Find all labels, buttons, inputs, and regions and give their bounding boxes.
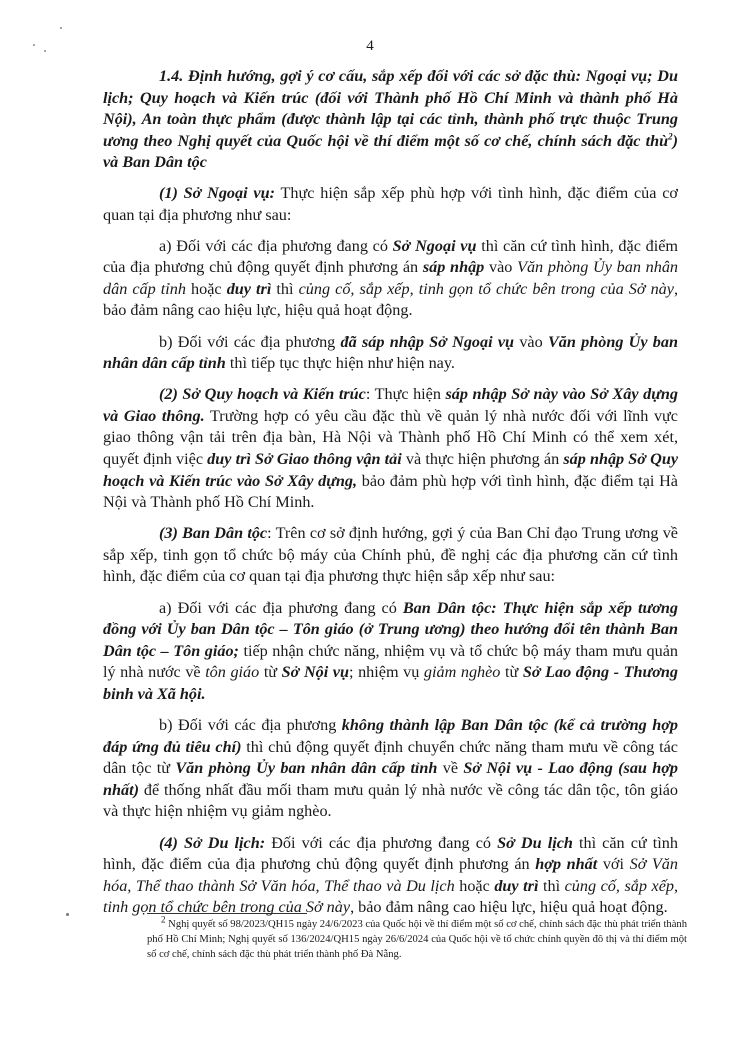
emphasis: Sở Du lịch [497,833,573,852]
text: thì chủ động quyết định chuyển chức năng tham mưu về công tác dân tộc từ [103,737,678,778]
text: về [437,759,464,778]
paragraph-ban-dan-toc-a [103,598,678,706]
text: thì [271,279,299,298]
text: để thống nhất đầu mối tham mưu quản lý nhà nước về công tác dân tộc, tôn giáo và thực hiện nhiệm vụ giảm nghèo. [103,780,678,821]
emphasis: sáp nhập Sở Quy hoạch và Kiến trúc vào Sở Xây dựng, [103,450,679,490]
footnote [147,914,687,962]
paragraph-du-lich [103,833,678,919]
text: ; nhiệm vụ [349,663,424,682]
emphasis: Sở Ngoại vụ [392,236,477,255]
text: vào [484,258,518,277]
item-label: (1) Sở Ngoại vụ: [159,183,275,202]
emphasis: đã sáp nhập Sở Ngoại vụ [340,332,515,351]
paragraph-quy-hoach [103,384,678,514]
text: thì căn cứ tình hình, đặc điểm của địa phương chủ động quyết định phương án [103,833,678,874]
text: a) Đối với các địa phương đang có [159,236,393,255]
paragraph-text: Thực hiện sắp xếp phù hợp với tình hình, đặc điểm của cơ quan tại địa phương như sau: [103,183,678,224]
emphasis: Văn phòng Ủy ban nhân dân cấp tỉnh [103,332,678,373]
text: với [597,855,630,874]
italic-text: củng cố, sắp xếp, tinh gọn tổ chức bên trong của Sở này [103,876,679,917]
footnote-ref: 2 [668,131,673,142]
paragraph-ban-dan-toc-b [103,715,678,823]
italic-text: Văn phòng Ủy ban nhân dân cấp tỉnh [103,258,679,298]
heading-text-end: ) và Ban Dân tộc [103,131,678,172]
italic-text: Sở Văn hóa, Thể thao thành Sở Văn hóa, Thể thao và Du lịch [103,855,678,895]
item-label: (2) Sở Quy hoạch và Kiến trúc [159,385,366,404]
paragraph-text: : Trên cơ sở định hướng, gợi ý của Ban Chỉ đạo Trung ương về sắp xếp, tinh gọn tổ chức bộ máy của Chính phủ, đề nghị các địa phương căn cứ tình hình, đặc điểm của cơ quan tại địa phương thực hiện sắp xếp như sau: [103,524,678,586]
emphasis: duy trì [494,876,539,895]
heading-number: 1.4. [159,67,184,85]
text: và thực hiện phương án [401,450,564,468]
text: Trường hợp có yêu cầu đặc thù về quản lý nhà nước đối với lĩnh vực giao thông vận tải trên địa bàn, Hà Nội và Thành phố Hồ Chí Minh có thể xem xét, quyết định việc [103,406,678,468]
emphasis: Sở Nội vụ [281,663,349,682]
text: hoặc [454,876,495,895]
text: thì căn cứ tình hình, đặc điểm của địa phương chủ động quyết định phương án [103,236,678,277]
text: b) Đối với các địa phương [159,332,341,351]
paragraph-ngoai-vu [103,183,678,226]
text: thì [538,876,565,895]
page-number: 4 [366,38,374,54]
emphasis: sáp nhập Sở này vào Sở Xây dựng và Giao thông. [103,385,678,425]
item-label: (3) Ban Dân tộc [159,524,268,543]
text: , bảo đảm nâng cao hiệu lực, hiệu quả hoạt động. [103,279,679,320]
text: : Thực hiện [365,385,446,404]
text: hoặc [185,279,227,298]
italic-text: tôn giáo [205,663,260,682]
emphasis: không thành lập Ban Dân tộc (kể cả trường hợp đáp ứng đủ tiêu chí) [103,716,678,756]
emphasis: duy trì [226,279,272,298]
scan-speck [66,913,69,916]
text: , bảo đảm nâng cao hiệu lực, hiệu quả hoạt động. [350,898,668,917]
emphasis: hợp nhất [535,855,598,874]
paragraph-ngoai-vu-b [103,332,678,375]
emphasis: sáp nhập [422,258,485,277]
paragraph-ngoai-vu-a [103,236,678,322]
italic-text: củng cố, sắp xếp, tinh gọn tổ chức bên trong của Sở này [298,279,674,298]
emphasis: Văn phòng Ủy ban nhân dân cấp tỉnh [175,759,438,778]
text: thì tiếp tục thực hiện như hiện nay. [225,354,455,373]
footnote-number: 2 [161,914,166,925]
italic-text: giảm nghèo [423,663,501,682]
heading-text: Định hướng, gợi ý cơ cấu, sắp xếp đối với các sở đặc thù: Ngoại vụ; Du lịch; Quy hoạch và Kiến trúc (đối với Thành phố Hồ Chí Minh và thành phố Hà Nội), An toàn thực phẩm (được thành lập tại các tỉnh, thành phố trực thuộc Trung ương theo Nghị quyết của Quốc hội về thí điểm một số cơ chế, chính sách đặc thù [103,67,678,150]
scan-speck [60,27,62,29]
text: bảo đảm phù hợp với tình hình, đặc điểm tại Hà Nội và Thành phố Hồ Chí Minh. [103,471,678,512]
emphasis: Sở Nội vụ - Lao động (sau hợp nhất) [103,759,679,799]
paragraph-ban-dan-toc [103,523,678,588]
text: từ [500,663,523,682]
footnote-text: Nghị quyết số 98/2023/QH15 ngày 24/6/2023 của Quốc hội về thí điểm một số cơ chế, chính sách đặc thù phát triển thành phố Hồ Chí Minh; Nghị quyết số 136/2024/QH15 ngày 26/6/2024 của Quốc hội về tổ chức chính quyền đô thị và thí điểm một số cơ chế, chính sách đặc thù phát triển thành phố Đà Nẵng. [147,919,687,960]
text: a) Đối với các địa phương đang có [159,598,403,617]
emphasis: duy trì Sở Giao thông vận tải [207,450,402,468]
item-label: (4) Sở Du lịch: [159,833,266,852]
text: từ [259,663,282,682]
section-heading [103,66,678,174]
text: tiếp nhận chức năng, nhiệm vụ và tổ chức bộ máy tham mưu quản lý nhà nước về [103,641,679,682]
footnote-divider [147,913,307,914]
emphasis: Sở Lao động - Thương binh và Xã hội. [103,663,678,703]
text: Đối với các địa phương đang có [265,833,498,852]
document-body [103,66,678,928]
emphasis: Ban Dân tộc: Thực hiện sắp xếp tương đồng với Ủy ban Dân tộc – Tôn giáo (ở Trung ương) theo hướng đổi tên thành Ban Dân tộc – Tôn giáo; [103,598,678,660]
text: vào [514,332,548,351]
text: b) Đối với các địa phương [159,716,342,735]
